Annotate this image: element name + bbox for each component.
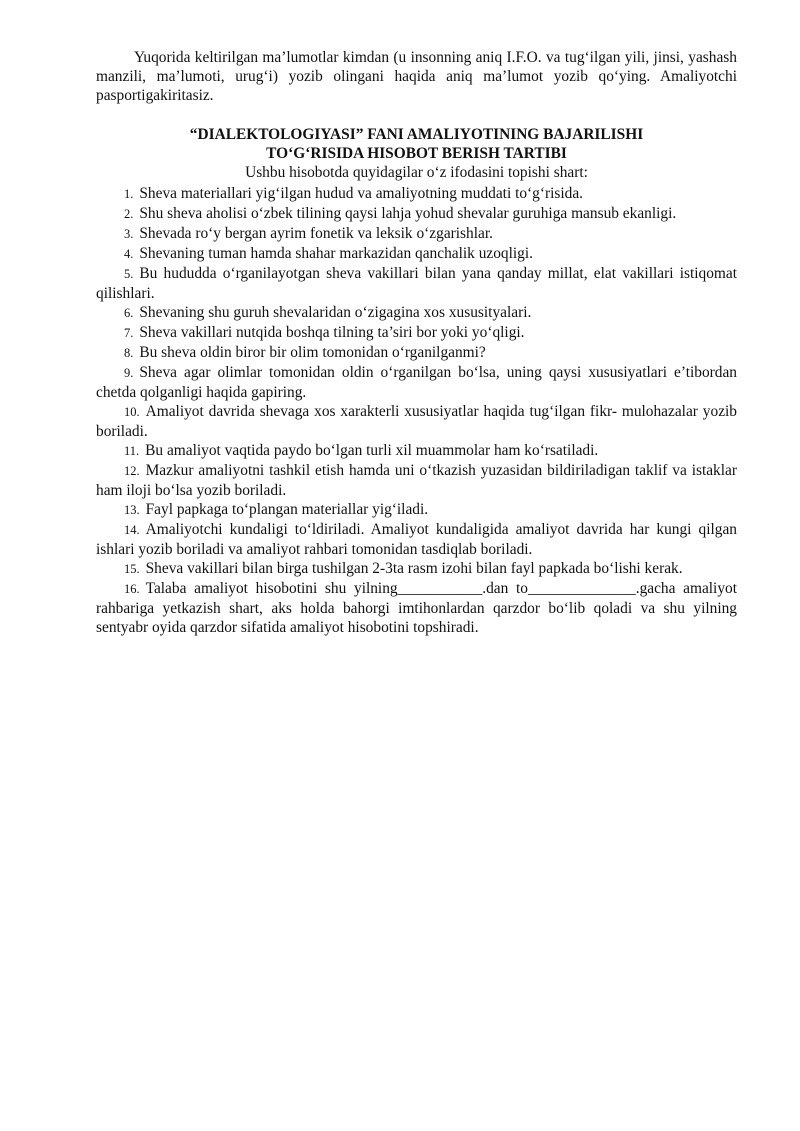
- list-item: [96, 204, 737, 224]
- item-text: Sheva vakillari nutqida boshqa tilning ta’siri bor yoki yo‘qligi.: [139, 324, 525, 341]
- item-number: 12.: [124, 464, 140, 478]
- item-number: 2.: [124, 207, 134, 221]
- list-item: [96, 559, 737, 579]
- list-item: [96, 184, 737, 204]
- list-item: [96, 402, 737, 441]
- item-text: Shevaning shu guruh shevalaridan o‘zigagina xos xususityalari.: [139, 304, 532, 321]
- requirements-list: [96, 184, 737, 637]
- list-item: [96, 264, 737, 303]
- item-text: Amaliyotchi kundaligi to‘ldiriladi. Amaliyot kundaligida amaliyot davrida har kungi qilgan ishlari yozib boriladi va amaliyot rahbari tomonidan tasdiqlab boriladi.: [96, 521, 737, 558]
- item-number: 11.: [124, 444, 140, 458]
- list-item: [96, 224, 737, 244]
- item-text: Sheva agar olimlar tomonidan oldin o‘rganilgan bo‘lsa, uning qaysi xususiyatlari e’tibordan chetda qolganligi haqida gapiring.: [96, 364, 737, 401]
- subtitle: Ushbu hisobotda quyidagilar o‘z ifodasini topishi shart:: [245, 164, 588, 181]
- item-text: Amaliyot davrida shevaga xos xarakterli xususiyatlar haqida tug‘ilgan fikr- mulohazalar yozib boriladi.: [96, 403, 737, 440]
- item-text: Sheva vakillari bilan birga tushilgan 2-3ta rasm izohi bilan fayl papkada bo‘lishi kerak.: [145, 560, 683, 577]
- title-line-2: TO‘G‘RISIDA HISOBOT BERISH TARTIBI: [266, 145, 567, 162]
- list-item: [96, 461, 737, 500]
- item-number: 6.: [124, 306, 134, 320]
- list-item: [96, 500, 737, 520]
- list-item: [96, 343, 737, 363]
- item-number: 16.: [124, 582, 140, 596]
- item-text: Bu hududda o‘rganilayotgan sheva vakillari bilan yana qanday millat, elat vakillari istiqomat qilishlari.: [96, 265, 737, 302]
- item-number: 15.: [124, 562, 140, 576]
- item-number: 3.: [124, 227, 134, 241]
- list-item: [96, 244, 737, 264]
- item-text: Shevaning tuman hamda shahar markazidan qanchalik uzoqligi.: [139, 245, 533, 262]
- item-number: 4.: [124, 247, 134, 261]
- item-number: 9.: [124, 366, 134, 380]
- list-item: [96, 323, 737, 343]
- item-text: Shu sheva aholisi o‘zbek tilining qaysi lahja yohud shevalar guruhiga mansub ekanligi.: [139, 205, 677, 222]
- item-text: Fayl papkaga to‘plangan materiallar yig‘iladi.: [145, 501, 429, 518]
- item-text: Sheva materiallari yig‘ilgan hudud va amaliyotning muddati to‘g‘risida.: [139, 185, 584, 202]
- list-item: [96, 441, 737, 461]
- item-text: Mazkur amaliyotni tashkil etish hamda uni o‘tkazish yuzasidan bildiriladigan taklif va istaklar ham iloji bo‘lsa yozib boriladi.: [96, 462, 737, 499]
- item-number: 14.: [124, 523, 140, 537]
- list-item: [96, 363, 737, 402]
- item-text: Bu sheva oldin biror bir olim tomonidan o‘rganilganmi?: [139, 344, 486, 361]
- item-text: Talaba amaliyot hisobotini shu yilning___________.dan to______________.gacha amaliyot rahbariga yetkazish shart, aks holda bahorgi imtihonlardan qarzdor bo‘lib qoladi va shu yilning sentyabr oyida qarzdor sifatida amaliyot hisobotini topshiradi.: [96, 580, 737, 636]
- item-number: 8.: [124, 346, 134, 360]
- item-number: 10.: [124, 405, 140, 419]
- item-number: 5.: [124, 267, 134, 281]
- item-number: 1.: [124, 187, 134, 201]
- item-number: 7.: [124, 326, 134, 340]
- item-number: 13.: [124, 503, 140, 517]
- document-page: [96, 48, 737, 637]
- list-item: [96, 579, 737, 637]
- item-text: Shevada ro‘y bergan ayrim fonetik va leksik o‘zgarishlar.: [139, 225, 493, 242]
- list-item: [96, 520, 737, 559]
- item-text: Bu amaliyot vaqtida paydo bo‘lgan turli xil muammolar ham ko‘rsatiladi.: [145, 442, 599, 459]
- list-item: [96, 303, 737, 323]
- title-line-1: “DIALEKTOLOGIYASI” FANI AMALIYOTINING BAJARILISHI: [189, 126, 644, 143]
- intro-paragraph: Yuqorida keltirilgan ma’lumotlar kimdan (u insonning aniq I.F.O. va tug‘ilgan yili, jinsi, yashash manzili, ma’lumoti, urug‘i) yozib olingani haqida aniq ma’lumot yozib qo‘ying. Amaliyotchi pasportigakiritasiz.: [96, 49, 737, 104]
